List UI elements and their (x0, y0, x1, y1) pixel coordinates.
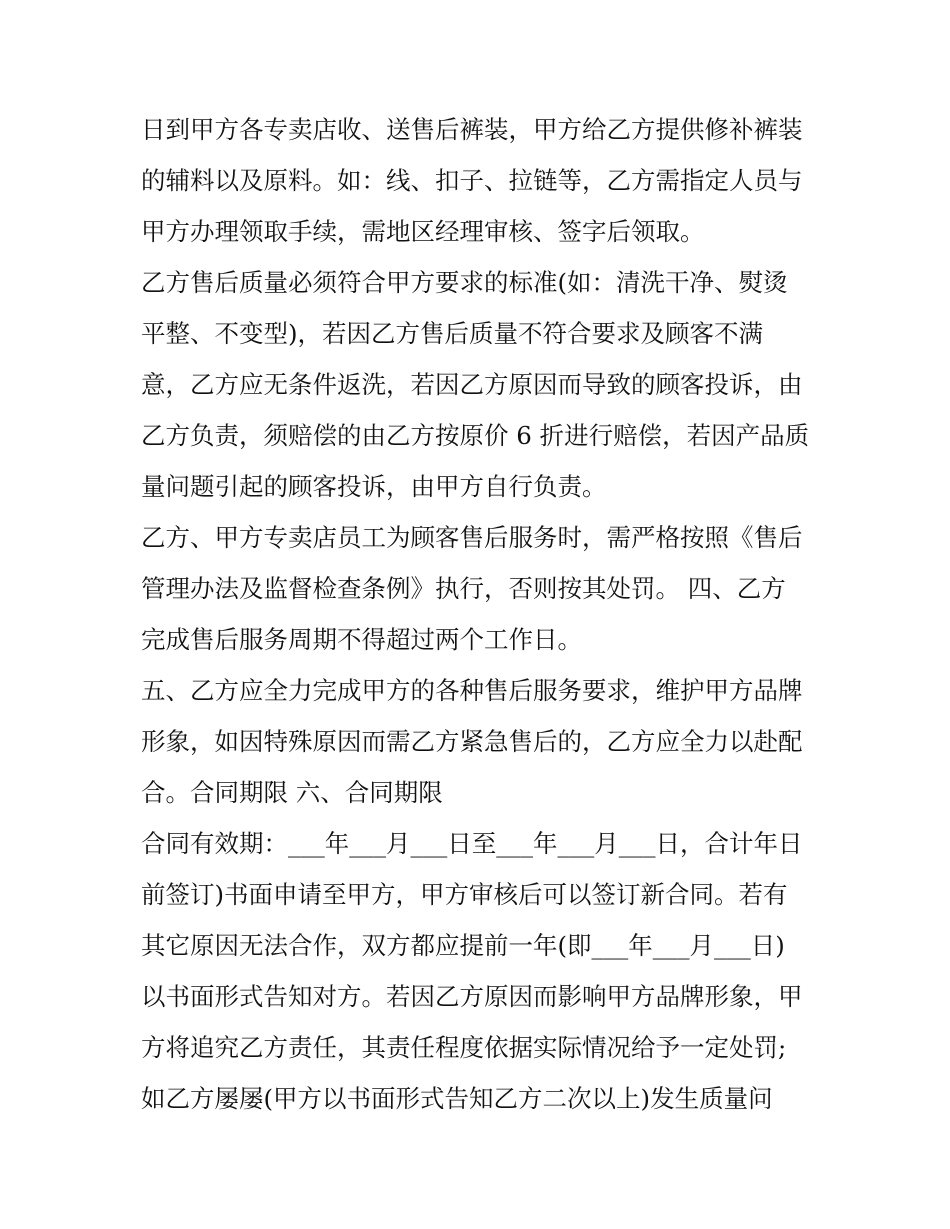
text-line: 前签订)书面申请至甲方，甲方审核后可以签订新合同。若有 (141, 880, 788, 909)
text-line: 平整、不变型)，若因乙方售后质量不符合要求及顾客不满 (141, 319, 764, 348)
text-line: 管理办法及监督检查条例》执行，否则按其处罚。 四、乙方 (141, 574, 786, 603)
text-line: 以书面形式告知对方。若因乙方原因而影响甲方品牌形象，甲 (141, 982, 803, 1011)
text-line: 乙方负责，须赔偿的由乙方按原价 6 折进行赔偿，若因产品质 (141, 421, 810, 450)
text-line: 乙方、甲方专卖店员工为顾客售后服务时，需严格按照《售后 (141, 523, 803, 552)
text-line: 合。合同期限 六、合同期限 (141, 778, 443, 807)
text-line: 的辅料以及原料。如：线、扣子、拉链等，乙方需指定人员与 (141, 166, 803, 195)
text-line: 五、乙方应全力完成甲方的各种售后服务要求，维护甲方品牌 (141, 676, 803, 705)
text-line: 合同有效期：___年___月___日至___年___月___日，合计年日 (141, 829, 803, 858)
text-line: 意，乙方应无条件返洗，若因乙方原因而导致的顾客投诉，由 (141, 370, 803, 399)
text-line: 量问题引起的顾客投诉，由甲方自行负责。 (141, 472, 607, 501)
text-line: 如乙方屡屡(甲方以书面形式告知乙方二次以上)发生质量问 (141, 1084, 773, 1113)
text-line: 其它原因无法合作，双方都应提前一年(即___年___月___日) (141, 931, 785, 960)
text-line: 完成售后服务周期不得超过两个工作日。 (141, 625, 582, 654)
text-line: 形象，如因特殊原因而需乙方紧急售后的，乙方应全力以赴配 (141, 727, 803, 756)
text-line: 乙方售后质量必须符合甲方要求的标准(如：清洗干净、熨烫 (141, 268, 788, 297)
text-line: 甲方办理领取手续，需地区经理审核、签字后领取。 (141, 217, 705, 246)
text-line: 方将追究乙方责任，其责任程度依据实际情况给予一定处罚; (141, 1033, 787, 1062)
document-body (141, 104, 821, 1124)
text-line: 日到甲方各专卖店收、送售后裤装，甲方给乙方提供修补裤装 (141, 115, 803, 144)
